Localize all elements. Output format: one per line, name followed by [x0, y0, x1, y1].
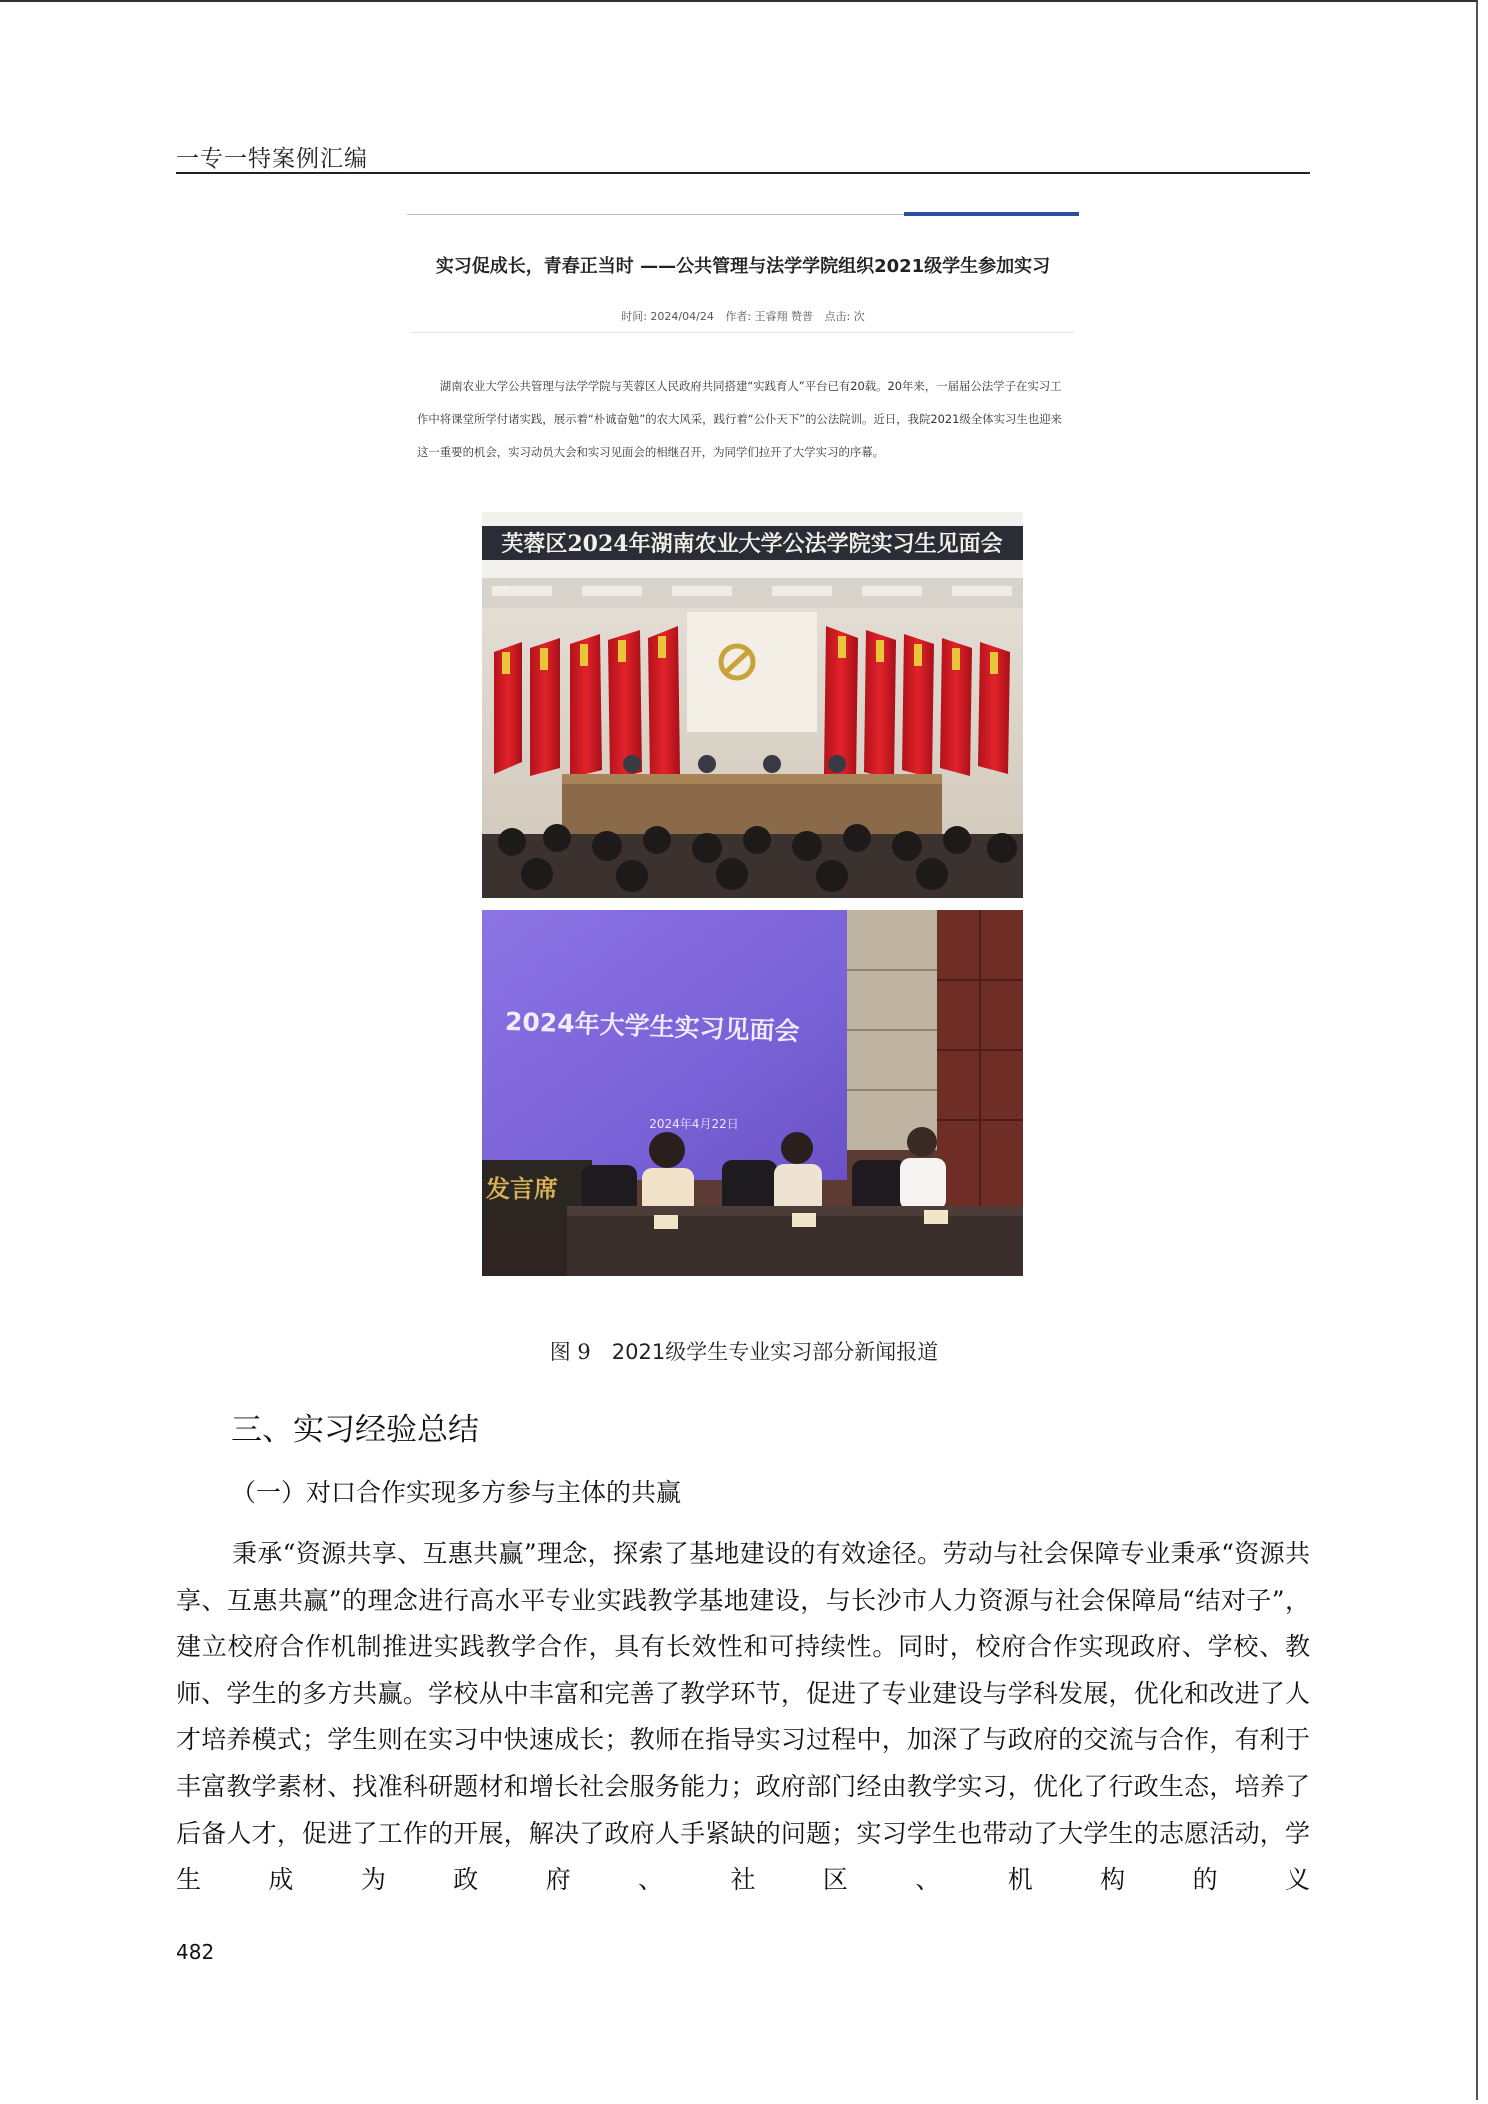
running-header: 一专一特案例汇编 — [176, 146, 368, 172]
section-heading: 三、实习经验总结 — [231, 1412, 479, 1448]
news-meta-time: 时间: 2024/04/24 — [621, 310, 714, 323]
photo2-podium-text: 发言席 — [486, 1174, 558, 1203]
news-screenshot — [407, 212, 1079, 1280]
news-meta-divider — [411, 332, 1075, 333]
news-title: 实习促成长，青春正当时 ——公共管理与法学学院组织2021级学生参加实习 — [435, 256, 1051, 277]
meeting-photo-screen — [482, 910, 1023, 1276]
figure-number: 2021 — [611, 1340, 666, 1364]
news-meta-clicks: 点击: 次 — [824, 310, 865, 323]
news-top-rule-accent — [904, 212, 1079, 216]
page-number: 482 — [176, 1940, 215, 1964]
photo2-screen-title: 2024年大学生实习见面会 — [504, 1006, 801, 1047]
photo1-banner-text: 芙蓉区2024年湖南农业大学公法学院实习生见面会 — [501, 531, 1003, 557]
news-meta — [407, 308, 1079, 324]
header-rule — [176, 172, 1310, 174]
body-paragraph — [176, 1531, 1310, 1904]
section-subheading: （一）对口合作实现多方参与主体的共赢 — [231, 1478, 682, 1507]
figure-caption-text: 级学生专业实习部分新闻报道 — [665, 1340, 939, 1364]
figure-label: 图 9 — [549, 1340, 591, 1364]
body-paragraph-text: 秉承“资源共享、互惠共赢”理念，探索了基地建设的有效途径。劳动与社会保障专业秉承“资源共享、互惠共赢”的理念进行高水平专业实践教学基地建设，与长沙市人力资源与社会保障局“结对子”，建立校府合作机制推进实践教学合作，具有长效性和可持续性。同时，校府合作实现政府、学校、教师、学生的多方共赢。学校从中丰富和完善了教学环节，促进了专业建设与学科发展，优化和改进了人才培养模式；学生则在实习中快速成长；教师在指导实习过程中，加深了与政府的交流与合作，有利于丰富教学素材、找准科研题材和增长社会服务能力；政府部门经由教学实习，优化了行政生态，培养了后备人才，促进了工作的开展，解决了政府人手紧缺的问题；实习学生也带动了大学生的志愿活动，学生成为政府、社区、机构的义 — [176, 1539, 1310, 1895]
news-body: 湖南农业大学公共管理与法学学院与芙蓉区人民政府共同搭建“实践育人”平台已有20载。20年来，一届届公法学子在实习工作中将课堂所学付诸实践，展示着“朴诚奋勉”的农大风采，践行着“公仆天下”的公法院训。近日，我院2021级全体实习生也迎来这一重要的机会，实习动员大会和实习见面会的相继召开，为同学们拉开了大学实习的序幕。 — [417, 379, 1062, 459]
meeting-photo-flags — [482, 512, 1023, 898]
news-meta-author: 作者: 王睿翔 赞普 — [725, 310, 814, 323]
photo2-screen-date: 2024年4月22日 — [649, 1117, 739, 1131]
figure-caption — [0, 1336, 1488, 1366]
